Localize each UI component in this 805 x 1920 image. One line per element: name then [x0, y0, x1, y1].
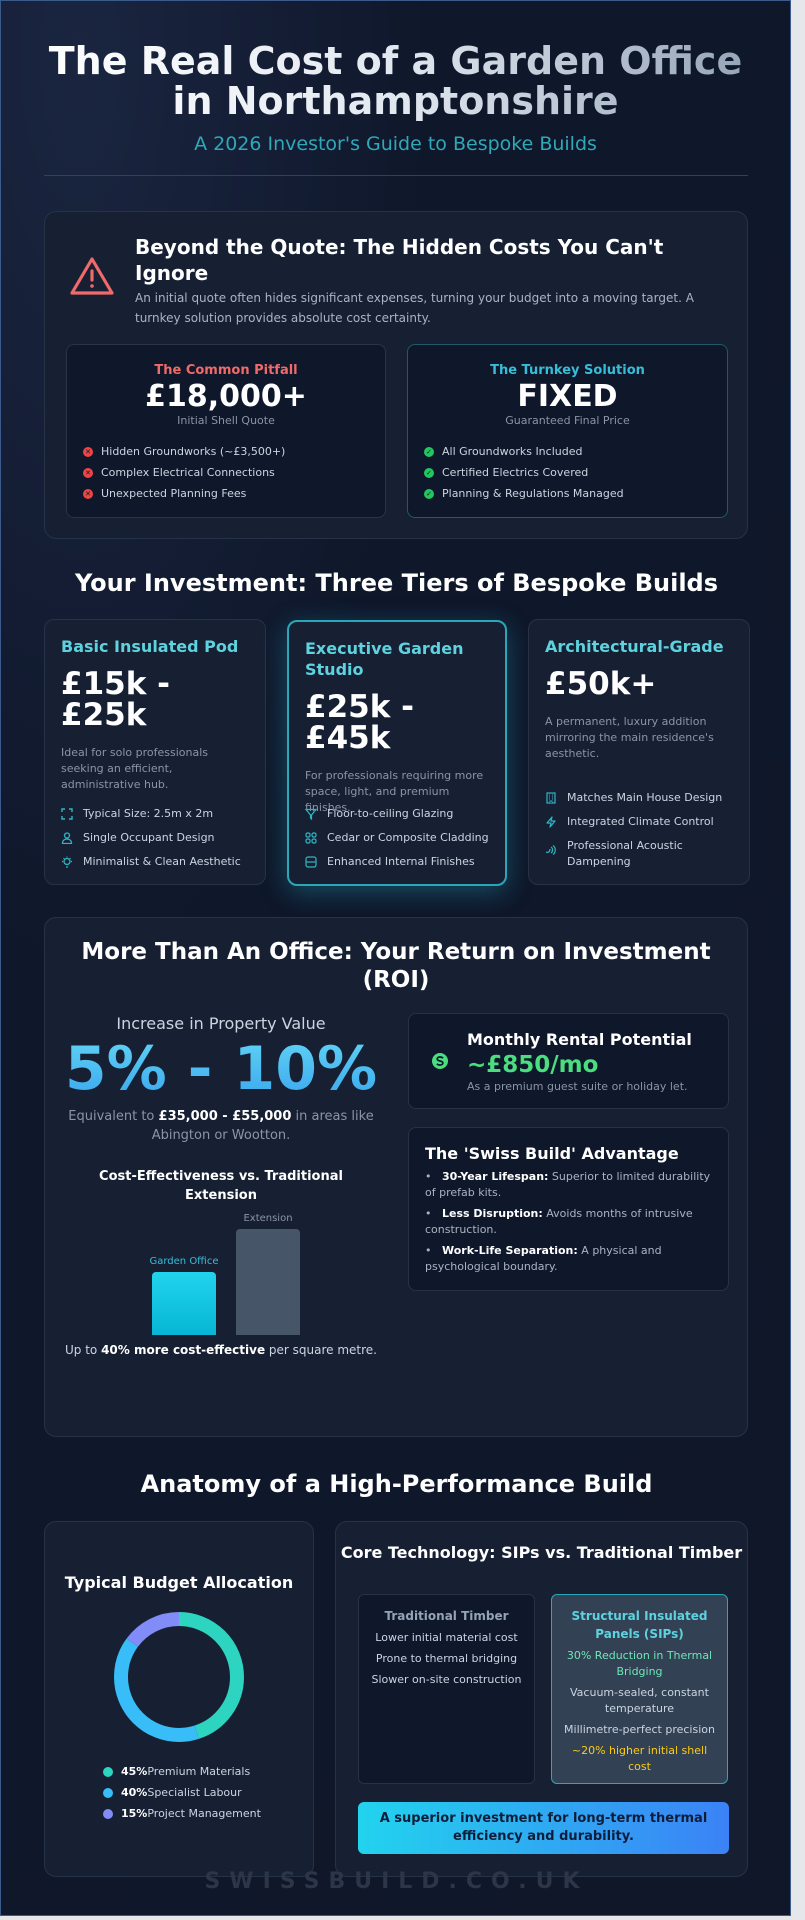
property-value-panel: [61, 1014, 381, 1357]
budget-legend: [103, 1761, 313, 1824]
tier-feature: Floor-to-ceiling Glazing: [305, 806, 489, 830]
cost-chart-footnote: Up to 40% more cost-effective per square metre.: [64, 1343, 377, 1357]
x-circle-icon: ✕: [83, 489, 93, 499]
hidden-costs-title: Beyond the Quote: The Hidden Costs You Can't Ignore: [135, 235, 664, 285]
pitfall-box: [66, 344, 386, 518]
swiss-build-advantage-card: [408, 1127, 729, 1291]
equivalent-text: Equivalent to £35,000 - £55,000 in areas like Abington or Wootton.: [68, 1109, 374, 1143]
tier-name: Architectural-Grade: [545, 637, 724, 656]
turnkey-caption: Guaranteed Final Price: [505, 414, 630, 427]
tech-title: Core Technology: SIPs vs. Traditional Timber: [340, 1543, 743, 1562]
legend-item: 15% Project Management: [103, 1803, 313, 1824]
warning-icon: [69, 256, 115, 296]
sips-column: Structural Insulated Panels (SIPs) 30% Reduction in Thermal Bridging Vacuum-sealed, constant temperature Millimetre-perfect precision ~20% higher initial shell cost: [551, 1594, 728, 1784]
tier-feature: Enhanced Internal Finishes: [305, 854, 489, 878]
x-circle-icon: ✕: [83, 468, 93, 478]
tier-description: A permanent, luxury addition mirroring the main residence's aesthetic.: [545, 715, 714, 760]
tier-name: Executive Garden Studio: [305, 639, 464, 679]
lightbulb-icon: [61, 856, 73, 868]
advantage-item: • 30-Year Lifespan: Superior to limited durability of prefab kits.: [425, 1170, 711, 1199]
conclusion-banner: A superior investment for long-term thermal efficiency and durability.: [358, 1802, 729, 1854]
core-technology-card: [335, 1521, 748, 1877]
header: [1, 1, 790, 176]
check-circle-icon: ✓: [424, 447, 434, 457]
rental-caption: As a premium guest suite or holiday let.: [467, 1080, 688, 1093]
tier-feature: Professional Acoustic Dampening: [545, 838, 749, 870]
tier-card-executive: [287, 620, 507, 886]
pitfall-item: ✕ Hidden Groundworks (~£3,500+): [83, 441, 385, 462]
increase-label: Increase in Property Value: [116, 1014, 326, 1033]
anatomy-title: Anatomy of a High-Performance Build: [140, 1470, 653, 1498]
grid-icon: [305, 832, 317, 844]
roi-title: More Than An Office: Your Return on Investment (ROI): [81, 939, 711, 993]
tier-price: £50k+: [545, 666, 657, 702]
bar-extension: Extension: [236, 1229, 300, 1335]
expand-icon: [61, 808, 73, 820]
turnkey-item: ✓ All Groundworks Included: [424, 441, 727, 462]
sound-icon: [545, 844, 557, 856]
turnkey-item: ✓ Planning & Regulations Managed: [424, 483, 727, 504]
tier-feature: Single Occupant Design: [61, 830, 241, 854]
increase-value: 5% - 10%: [61, 1037, 381, 1101]
budget-title: Typical Budget Allocation: [64, 1573, 294, 1592]
panel-icon: [305, 856, 317, 868]
tier-description: Ideal for solo professionals seeking an efficient, administrative hub.: [61, 746, 209, 791]
tier-feature: Integrated Climate Control: [545, 814, 749, 838]
pitfall-caption: Initial Shell Quote: [177, 414, 275, 427]
tier-card-architectural: [528, 619, 750, 885]
turnkey-value: FIXED: [517, 379, 618, 414]
legend-item: 40% Specialist Labour: [103, 1782, 313, 1803]
pitfall-item: ✕ Unexpected Planning Fees: [83, 483, 385, 504]
tier-price: £25k - £45k: [305, 689, 414, 756]
hidden-costs-section: [44, 211, 748, 539]
tier-feature: Matches Main House Design: [545, 790, 749, 814]
turnkey-box: [407, 344, 728, 518]
tier-feature: Minimalist & Clean Aesthetic: [61, 854, 241, 878]
dollar-icon: [431, 1052, 449, 1070]
header-divider: [44, 175, 748, 176]
glazing-icon: [305, 808, 317, 820]
hidden-costs-description: An initial quote often hides significant expenses, turning your budget into a moving target. A turnkey solution provides absolute cost certainty.: [135, 291, 694, 325]
budget-allocation-card: [44, 1521, 314, 1877]
building-icon: [545, 792, 557, 804]
pitfall-item: ✕ Complex Electrical Connections: [83, 462, 385, 483]
bar-garden-office: Garden Office: [152, 1272, 216, 1335]
tier-name: Basic Insulated Pod: [61, 637, 239, 656]
rental-potential-card: [408, 1013, 729, 1109]
bolt-icon: [545, 816, 557, 828]
roi-section: [44, 917, 748, 1437]
page-subtitle: A 2026 Investor's Guide to Bespoke Builds: [194, 133, 597, 155]
advantage-item: • Work-Life Separation: A physical and psychological boundary.: [425, 1244, 662, 1273]
tiers-title: Your Investment: Three Tiers of Bespoke Builds: [74, 569, 719, 597]
advantage-title: The 'Swiss Build' Advantage: [425, 1144, 679, 1163]
tier-feature: Typical Size: 2.5m x 2m: [61, 806, 241, 830]
page-title: The Real Cost of a Garden Office in Northamptonshire: [36, 41, 756, 121]
pitfall-value: £18,000+: [145, 379, 307, 414]
site-watermark: SWISSBUILD.CO.UK: [204, 1869, 589, 1894]
tier-description: For professionals requiring more space, light, and premium finishes.: [305, 769, 484, 814]
rental-value: ~£850/mo: [467, 1052, 599, 1078]
tier-feature: Cedar or Composite Cladding: [305, 830, 489, 854]
rental-title: Monthly Rental Potential: [467, 1030, 692, 1049]
user-icon: [61, 832, 73, 844]
cost-chart-title: Cost-Effectiveness vs. Traditional Extension: [99, 1169, 343, 1203]
tier-price: £15k - £25k: [61, 666, 170, 733]
turnkey-label: The Turnkey Solution: [490, 363, 645, 378]
cost-bar-chart: [61, 1215, 381, 1335]
traditional-timber-column: Traditional Timber Lower initial material cost Prone to thermal bridging Slower on-site construction: [358, 1594, 535, 1784]
advantage-item: • Less Disruption: Avoids months of intrusive construction.: [425, 1207, 693, 1236]
tier-card-basic: [44, 619, 266, 885]
pitfall-label: The Common Pitfall: [154, 363, 298, 378]
check-circle-icon: ✓: [424, 489, 434, 499]
budget-donut-chart: [109, 1607, 249, 1747]
check-circle-icon: ✓: [424, 468, 434, 478]
legend-item: 45% Premium Materials: [103, 1761, 313, 1782]
x-circle-icon: ✕: [83, 447, 93, 457]
turnkey-item: ✓ Certified Electrics Covered: [424, 462, 727, 483]
